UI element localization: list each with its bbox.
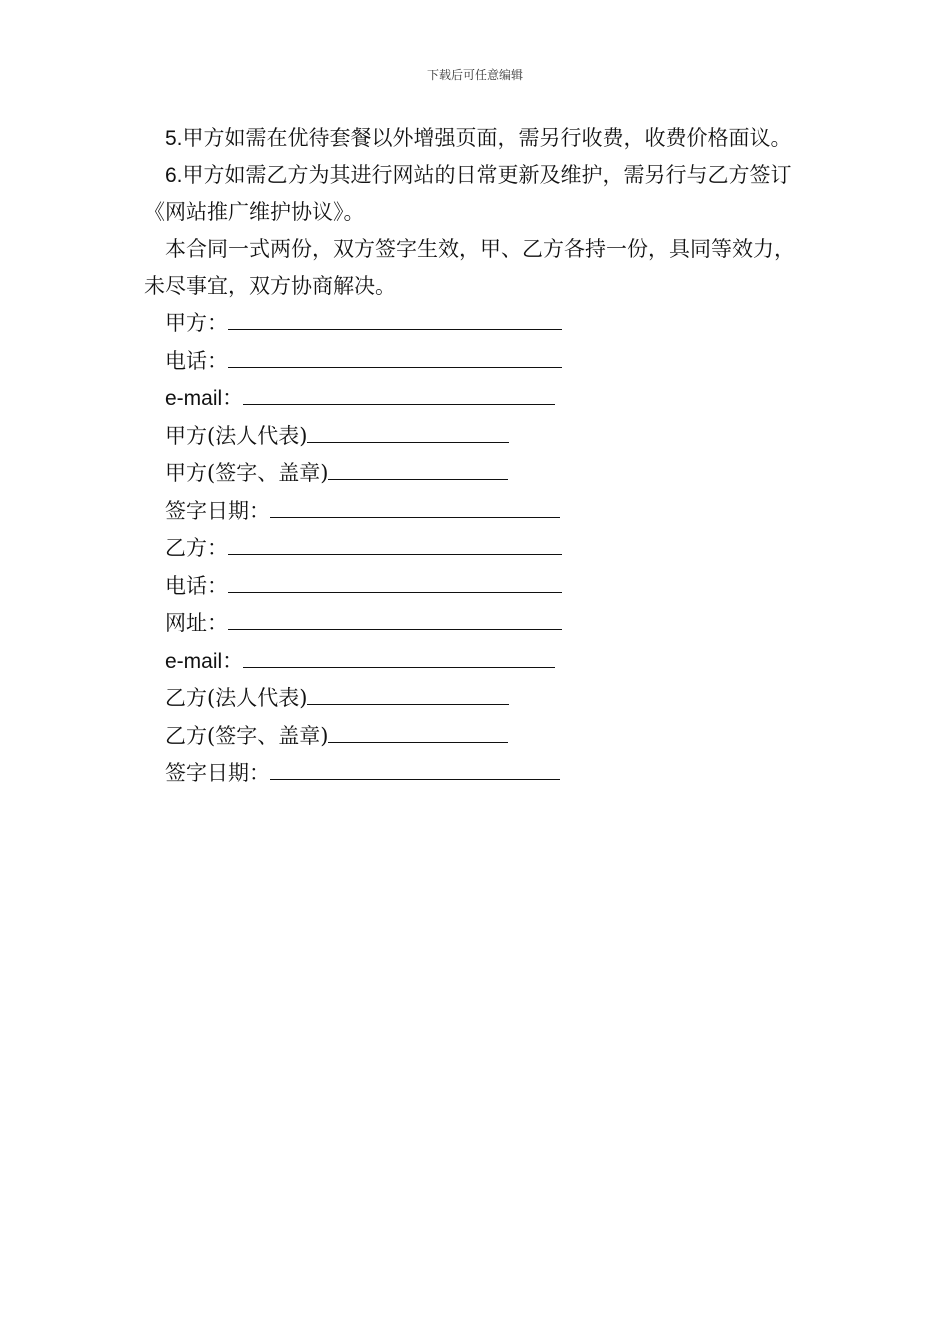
contract-body	[144, 120, 812, 793]
party-b-date-field: 签字日期：	[144, 755, 812, 793]
signature-line	[228, 574, 562, 593]
signature-line	[328, 461, 508, 480]
signature-line	[270, 761, 560, 780]
party-b-email-field: e-mail：	[144, 643, 812, 681]
party-a-date-field: 签字日期：	[144, 493, 812, 531]
party-a-name-field: 甲方：	[144, 305, 812, 343]
signature-line	[307, 424, 509, 443]
signature-line	[270, 499, 560, 518]
party-a-email-field: e-mail：	[144, 380, 812, 418]
clause-text: 本合同一式两份，双方签字生效，甲、乙方各持一份，具同等效力，未尽事宜，双方协商解决。	[144, 237, 795, 298]
party-b-phone-field: 电话：	[144, 568, 812, 606]
clause-6	[144, 157, 812, 231]
party-b-signature-field: 乙方(签字、盖章)	[144, 718, 812, 756]
closing-clause	[144, 231, 812, 305]
party-a-phone-field: 电话：	[144, 343, 812, 381]
clause-number: 6.	[165, 164, 183, 187]
signature-block	[144, 305, 812, 793]
signature-line	[228, 611, 562, 630]
clause-text: 甲方如需乙方为其进行网站的日常更新及维护，需另行与乙方签订《网站推广维护协议》。	[144, 163, 792, 224]
signature-line	[243, 386, 555, 405]
signature-line	[307, 686, 509, 705]
clause-text: 甲方如需在优待套餐以外增强页面，需另行收费，收费价格面议。	[182, 126, 792, 150]
clause-number: 5.	[165, 127, 183, 150]
party-b-name-field: 乙方：	[144, 530, 812, 568]
party-b-legal-rep-field: 乙方(法人代表)	[144, 680, 812, 718]
signature-line	[243, 649, 555, 668]
signature-line	[328, 724, 508, 743]
party-a-signature-field: 甲方(签字、盖章)	[144, 455, 812, 493]
party-b-website-field: 网址：	[144, 605, 812, 643]
party-a-legal-rep-field: 甲方(法人代表)	[144, 418, 812, 456]
page-header-note: 下载后可任意编辑	[426, 68, 523, 82]
signature-line	[228, 536, 562, 555]
clause-5	[144, 120, 812, 157]
signature-line	[228, 349, 562, 368]
signature-line	[228, 311, 562, 330]
